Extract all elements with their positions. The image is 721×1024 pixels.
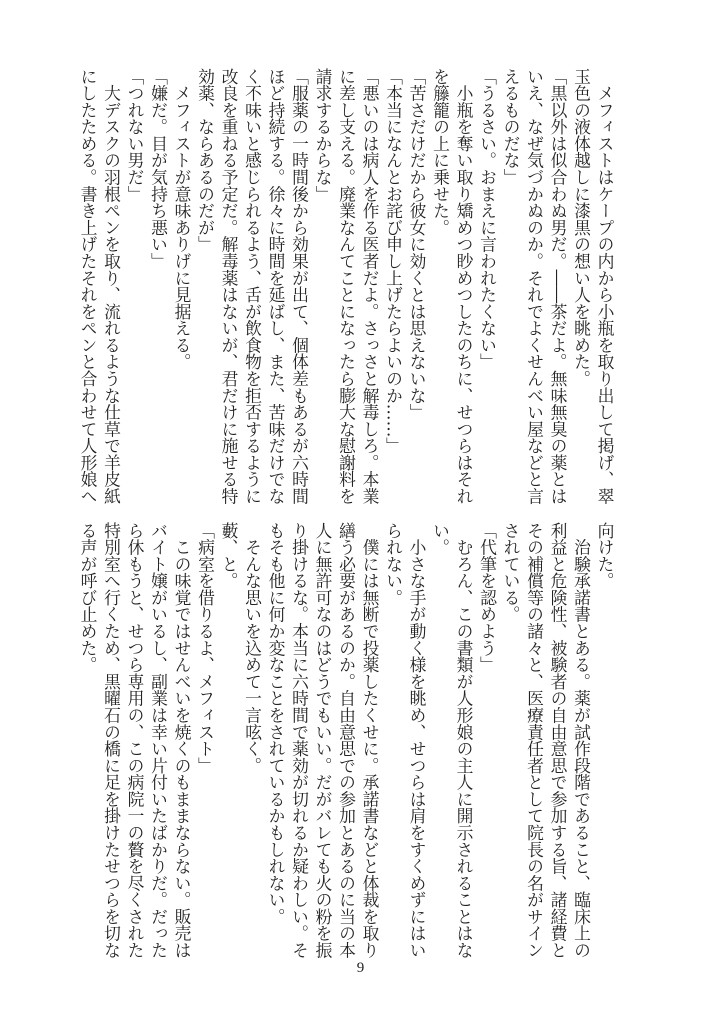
text-line: に差し支える。廃業なんてことになったら膨大な慰謝料を <box>336 68 357 505</box>
text-line: り掛けるな。本当に六時間で薬効が切れるか疑わしい。そ <box>289 522 310 959</box>
text-line: 特別室へ行くため、黒曜石の橋に足を掛けたせつらを切な <box>101 522 122 959</box>
text-line: えるものだな」 <box>501 68 521 186</box>
text-line: 「悪いのは病人を作る医者だよ。さっさと解毒しろ。本業 <box>360 68 380 505</box>
text-line: そんな思いを込めて一言呟く。 <box>242 522 263 774</box>
text-line: されている。 <box>501 522 521 623</box>
text-line: 玉色の液体越しに漆黒の想い人を眺めた。 <box>571 68 592 388</box>
text-line: 請求するからな」 <box>313 68 333 203</box>
text-line: 小さな手が動く様を眺め、せつらは肩をすくめずにはい <box>407 522 427 959</box>
text-line: 利益と危険性、被験者の自由意思で参加する旨、諸経費と <box>548 522 568 959</box>
text-line: もそも他に何か変なことをされているかもしれない。 <box>266 522 286 925</box>
text-line: この味覚ではせんべいを焼くのもままならない。販売は <box>172 522 192 959</box>
text-line: 人に無許可なのはどうでもいい。だがバレても火の粉を振 <box>313 522 333 959</box>
text-line: 大デスクの羽根ペンを取り、流れるような仕草で羊皮紙 <box>101 68 122 505</box>
text-line: る声が呼び止めた。 <box>78 522 98 674</box>
text-line: いえ、なぜ気づかぬのか。それでよくせんべい屋などと言 <box>524 68 545 505</box>
text-line: 僕には無断で投薬したくせに。承諾書などと体裁を取り <box>360 522 380 959</box>
text-line: ら休もうと、せつら専用の、この病院一の贅を尽くされた <box>125 522 145 959</box>
text-line: い。 <box>430 522 451 556</box>
text-block-upper <box>75 68 616 505</box>
page-number: 9 <box>356 960 365 976</box>
text-block-lower <box>75 522 616 959</box>
text-line: 効薬、ならあるのだが」 <box>195 68 216 253</box>
text-line: 「病室を借りるよ、メフィスト」 <box>195 522 216 774</box>
text-line: 向けた。 <box>595 522 615 590</box>
text-line: メフィストが意味ありげに見据える。 <box>172 68 192 371</box>
text-line: にしたためる。書き上げたそれをペンと合わせて人形娘へ <box>78 68 98 505</box>
text-line: 「うるさい。おまえに言われたくない」 <box>477 68 498 371</box>
text-line: 「代筆を認めよう」 <box>477 522 498 674</box>
text-line: 「本当になんとお詫び申し上げたらよいのか……」 <box>383 68 404 455</box>
text-line: 改良を重ねる予定だ。解毒薬はないが、君だけに施せる特 <box>219 68 239 505</box>
text-line: 「苦さだけだから彼女に効くとは思えないな」 <box>407 68 427 421</box>
text-line: 「嫌だ。目が気持ち悪い」 <box>148 68 169 270</box>
text-line: 治験承諾書とある。薬が試作段階であること、臨床上の <box>571 522 592 959</box>
text-line: く不味いと感じられるよう、舌が飲食物を拒否するように <box>242 68 263 505</box>
text-line: 藪、と。 <box>219 522 239 590</box>
text-line: 繕う必要があるのか。自由意思での参加とあるのに当の本 <box>336 522 357 959</box>
text-line: 「服薬の一時間後から効果が出て、個体差もあるが六時間 <box>289 68 310 505</box>
text-line: 「黒以外は似合わぬ男だ。――茶だよ。無味無臭の薬とは <box>548 68 568 505</box>
text-line: むろん、この書類が人形娘の主人に開示されることはな <box>454 522 474 959</box>
text-line: 「つれない男だ」 <box>125 68 145 203</box>
text-line: られない。 <box>383 522 404 606</box>
text-line: その補償等の諸々と、医療責任者として院長の名がサイン <box>524 522 545 959</box>
text-line: ほど持続する。徐々に時間を延ばし、また、苦味だけでな <box>266 68 286 505</box>
text-line: メフィストはケープの内から小瓶を取り出して掲げ、翠 <box>595 68 615 505</box>
text-line: 小瓶を奪い取り矯めつ眇めつしたのちに、せつらはそれ <box>454 68 474 505</box>
text-line: を籐籠の上に乗せた。 <box>430 68 451 236</box>
text-line: バイト嬢がいるし、副業は幸い片付いたばかりだ。だった <box>148 522 169 959</box>
